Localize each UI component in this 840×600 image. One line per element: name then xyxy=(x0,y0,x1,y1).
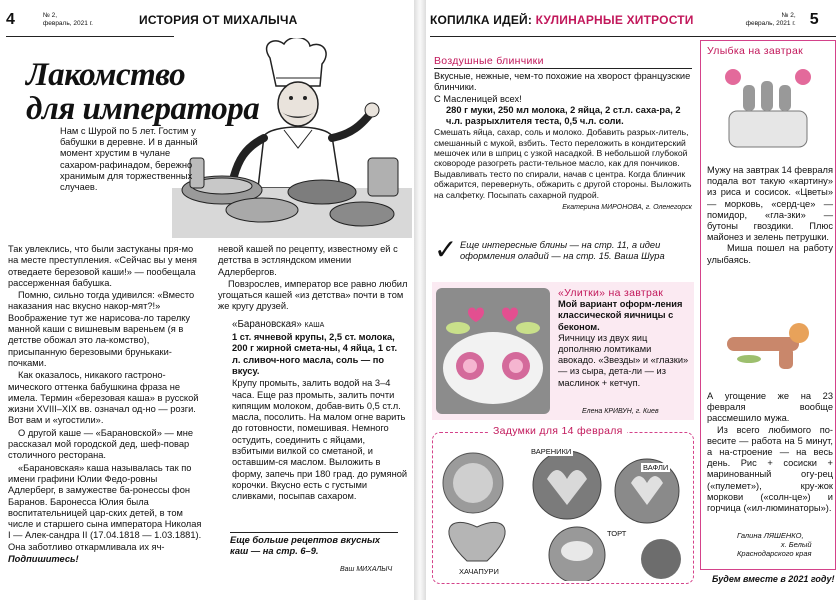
issue-info: № 2, февраль, 2021 г. xyxy=(42,12,93,27)
rubric-title: КОПИЛКА ИДЕЙ: КУЛИНАРНЫЕ ХИТРОСТИ xyxy=(430,13,694,27)
smile-heading: Улыбка на завтрак xyxy=(707,45,803,57)
recipe-steps: Крупу промыть, залить водой на 3–4 часа. Еще раз промыть, залить почти кипящим молоком, добав-вить 0,5 ст.л. масла, посолить. На малом огне варить до готовности, помешивая. Немного остудить, соединить с яйцами, взбитыми вилкой со сметаной, и оставшим-ся маслом. Выложить в форму, запечь при 180 град. до румяной корочки. Вкусно есть с густыми сливками, посыпав сахаром. xyxy=(232,378,408,502)
page-left xyxy=(0,0,414,600)
more-blini-note: ✓ Еще интересные блины — на стр. 11, а идеи оформления оладий — на стр. 15. Ваша Шура xyxy=(434,234,665,265)
recipe-ingredients: 1 ст. ячневой крупы, 2,5 ст. молока, 200 г жирной смета-ны, 4 яйца, 1 ст. л. сливоч-ного масла, соль — по вкусу. xyxy=(232,332,398,376)
rubric-title: ИСТОРИЯ ОТ МИХАЛЫЧА xyxy=(139,13,298,27)
ideas-box xyxy=(432,425,694,584)
checkmark-icon: ✓ xyxy=(434,234,458,265)
left-header xyxy=(6,6,412,34)
footer-slogan: Будем вместе в 2021 году! xyxy=(712,574,835,584)
article-title: Лакомство для императора xyxy=(26,57,260,127)
divider xyxy=(230,532,398,533)
article-column-2: невой кашей по рецепту, известному ей с детства в эстляндском имении Адлербергов. Повзрослев, император все равно любил угощаться кашей «из детства» почти в том же кругу друзей. «Барановская» каша 1 ст. ячневой крупы, 2,5 ст. молока, 200 г жирной смета-ны, 4 яйца, 1 ст. л. сливоч-ного масла, соль — по вкусу. Крупу промыть, залить водой на 3–4 часа. Еще раз промыть, залить почти кипящим молоком, добав-вить 0,5 ст.л. масла, посолить. На малом огне варить до готовности, помешивая. Немного остудить, соединить с яйцами, взбитыми вилкой со сметаной, и оставшим-ся маслом. Выложить в форму, запечь при 180 град. до румяной корочки. Вкусно есть с густыми сливками, посыпав сахаром. xyxy=(218,244,408,502)
label-vareniki: ВАРЕНИКИ xyxy=(531,447,572,456)
header-rule xyxy=(430,36,836,37)
page-number: 5 xyxy=(809,11,819,28)
author-signature: Ваш МИХАЛЫЧ xyxy=(340,566,393,573)
smile-breakfast-box xyxy=(700,40,836,570)
page-number: 4 xyxy=(6,11,15,28)
label-tort: ТОРТ xyxy=(607,529,627,538)
snails-photo xyxy=(436,288,550,414)
smile-author: Галина ЛЯШЕНКО, х. Белый Краснодарского края xyxy=(737,531,812,558)
page-right xyxy=(426,0,840,600)
article-column-1: Так увлеклись, что были застуканы пря-мо на месте преступления. «Сейчас вы у меня отведаете березовой каши!» — пообещала рассерженная бабушка. Помню, сильно тогда удивился: «Вместо наказания нас вкусно накор-мят?!» Воображение тут же нарисова-ло тарелку манной каши с вишневым вареньем (я в детстве обожал это ла-комство), присыпанную березовыми брунькаки-почками. Как оказалось, никакого гастроно-мического оттенка бабушкина фраза не имела. Термин «березовая каша» в русской жизни XVIII–XIX вв. означал од-но — розги. Вот вам и «угостили». О другой каше — «Барановской» — мне рассказал мой городской дед, шеф-повар столичного ресторана. «Барановская» каша называлась так по имени графини Юлии Федо-ровны Адлерберг, в замужестве ба-ронессы фон Баранов. Баронесса Юлия была воспитательницей цар-ских детей, в том числе и старшего сына императора Николая I — Алек-сандра II (17.04.1818 — 1.03.1881). Она заботливо откармливала их яч- Подпишитесь! xyxy=(8,244,202,565)
label-khachapuri: ХАЧАПУРИ xyxy=(459,567,499,576)
blini-article: Воздушные блинчики Вкусные, нежные, чем-то похожие на хворост французские блинчики. С Масленицей всех! 280 г муки, 250 мл молока, 2 яйца, 2 ст.л. саха-ра, 2 ч.л. разрыхлителя теста, 0,5 ч.л. соли. Смешать яйца, сахар, соль и молоко. Добавить разрых-литель, смешанный с мукой, взбить. Тесто переложить в кондитерский мешочек или в шприц с узкой насадкой. В небольшой глубокой сковороде разогреть расти-тельное масло, как для пончиков. Выдавливать тесто по спирали, начав с центра. Когда блинчик обжарится, перевернуть, обжарить с другой стороны. Выложить на салфетку. Посыпать сахарной пудрой. Екатерина МИРОНОВА, г. Оленегорск xyxy=(434,55,692,212)
smile-photo xyxy=(709,63,827,159)
blini-heading: Воздушные блинчики xyxy=(434,55,544,67)
gun-photo xyxy=(709,303,827,387)
smile-text-2: А угощение же на 23 февраля вообще рассмешило мужа. Из всего любимого по-весите — работа на 5 минут, а на-строение — на весь день. Рис + сосиски + маринованный огу-рец («пулемет»), кру-жок моркови («солн-це») и горчица («ил-люминаторы»). xyxy=(707,391,833,514)
ideas-heading: Задумки для 14 февраля xyxy=(489,425,627,437)
article-intro: Нам с Шурой по 5 лет. Гостим у бабушки в деревне. И в данный момент хрустим в чулане сахаром-рафинадом, бережно хранимым для торжественных случаев. xyxy=(60,126,198,193)
smile-text-1: Мужу на завтрак 14 февраля подала вот такую «картину» из риса и сосисок. «Цветы» — морковь, «серд-це» — помидор, «гла-зки» — бутоны гвоздики. Плюс майонез и зелень петрушки. Миша пошел на работу улыбаясь. xyxy=(707,165,833,265)
header-rule xyxy=(6,36,174,37)
recipe-heading: «Барановская» каша xyxy=(232,318,325,330)
snails-text: «Улитки» на завтрак Мой вариант оформ-ления классической яичницы с беконом. Яичницу из двух яиц дополняю ломтиками авокадо. «Звезды» и «глазки» — из сыра, дета-ли — из маслинок + кетчуп. xyxy=(558,287,689,388)
spread-gutter xyxy=(414,0,426,600)
label-vafli: ВАФЛИ xyxy=(643,463,669,472)
issue-info: № 2, февраль, 2021 г. xyxy=(745,12,796,27)
snails-box: «Улитки» на завтрак Мой вариант оформ-ления классической яичницы с беконом. Яичницу из двух яиц дополняю ломтиками авокадо. «Звезды» и «глазки» — из сыра, дета-ли — из маслинок + кетчуп. Елена КРИВУН, г. Киев xyxy=(432,282,694,420)
more-recipes-note: Еще больше рецептов вкусных каш — на стр. 6–9. xyxy=(230,535,381,556)
right-header xyxy=(430,6,836,34)
